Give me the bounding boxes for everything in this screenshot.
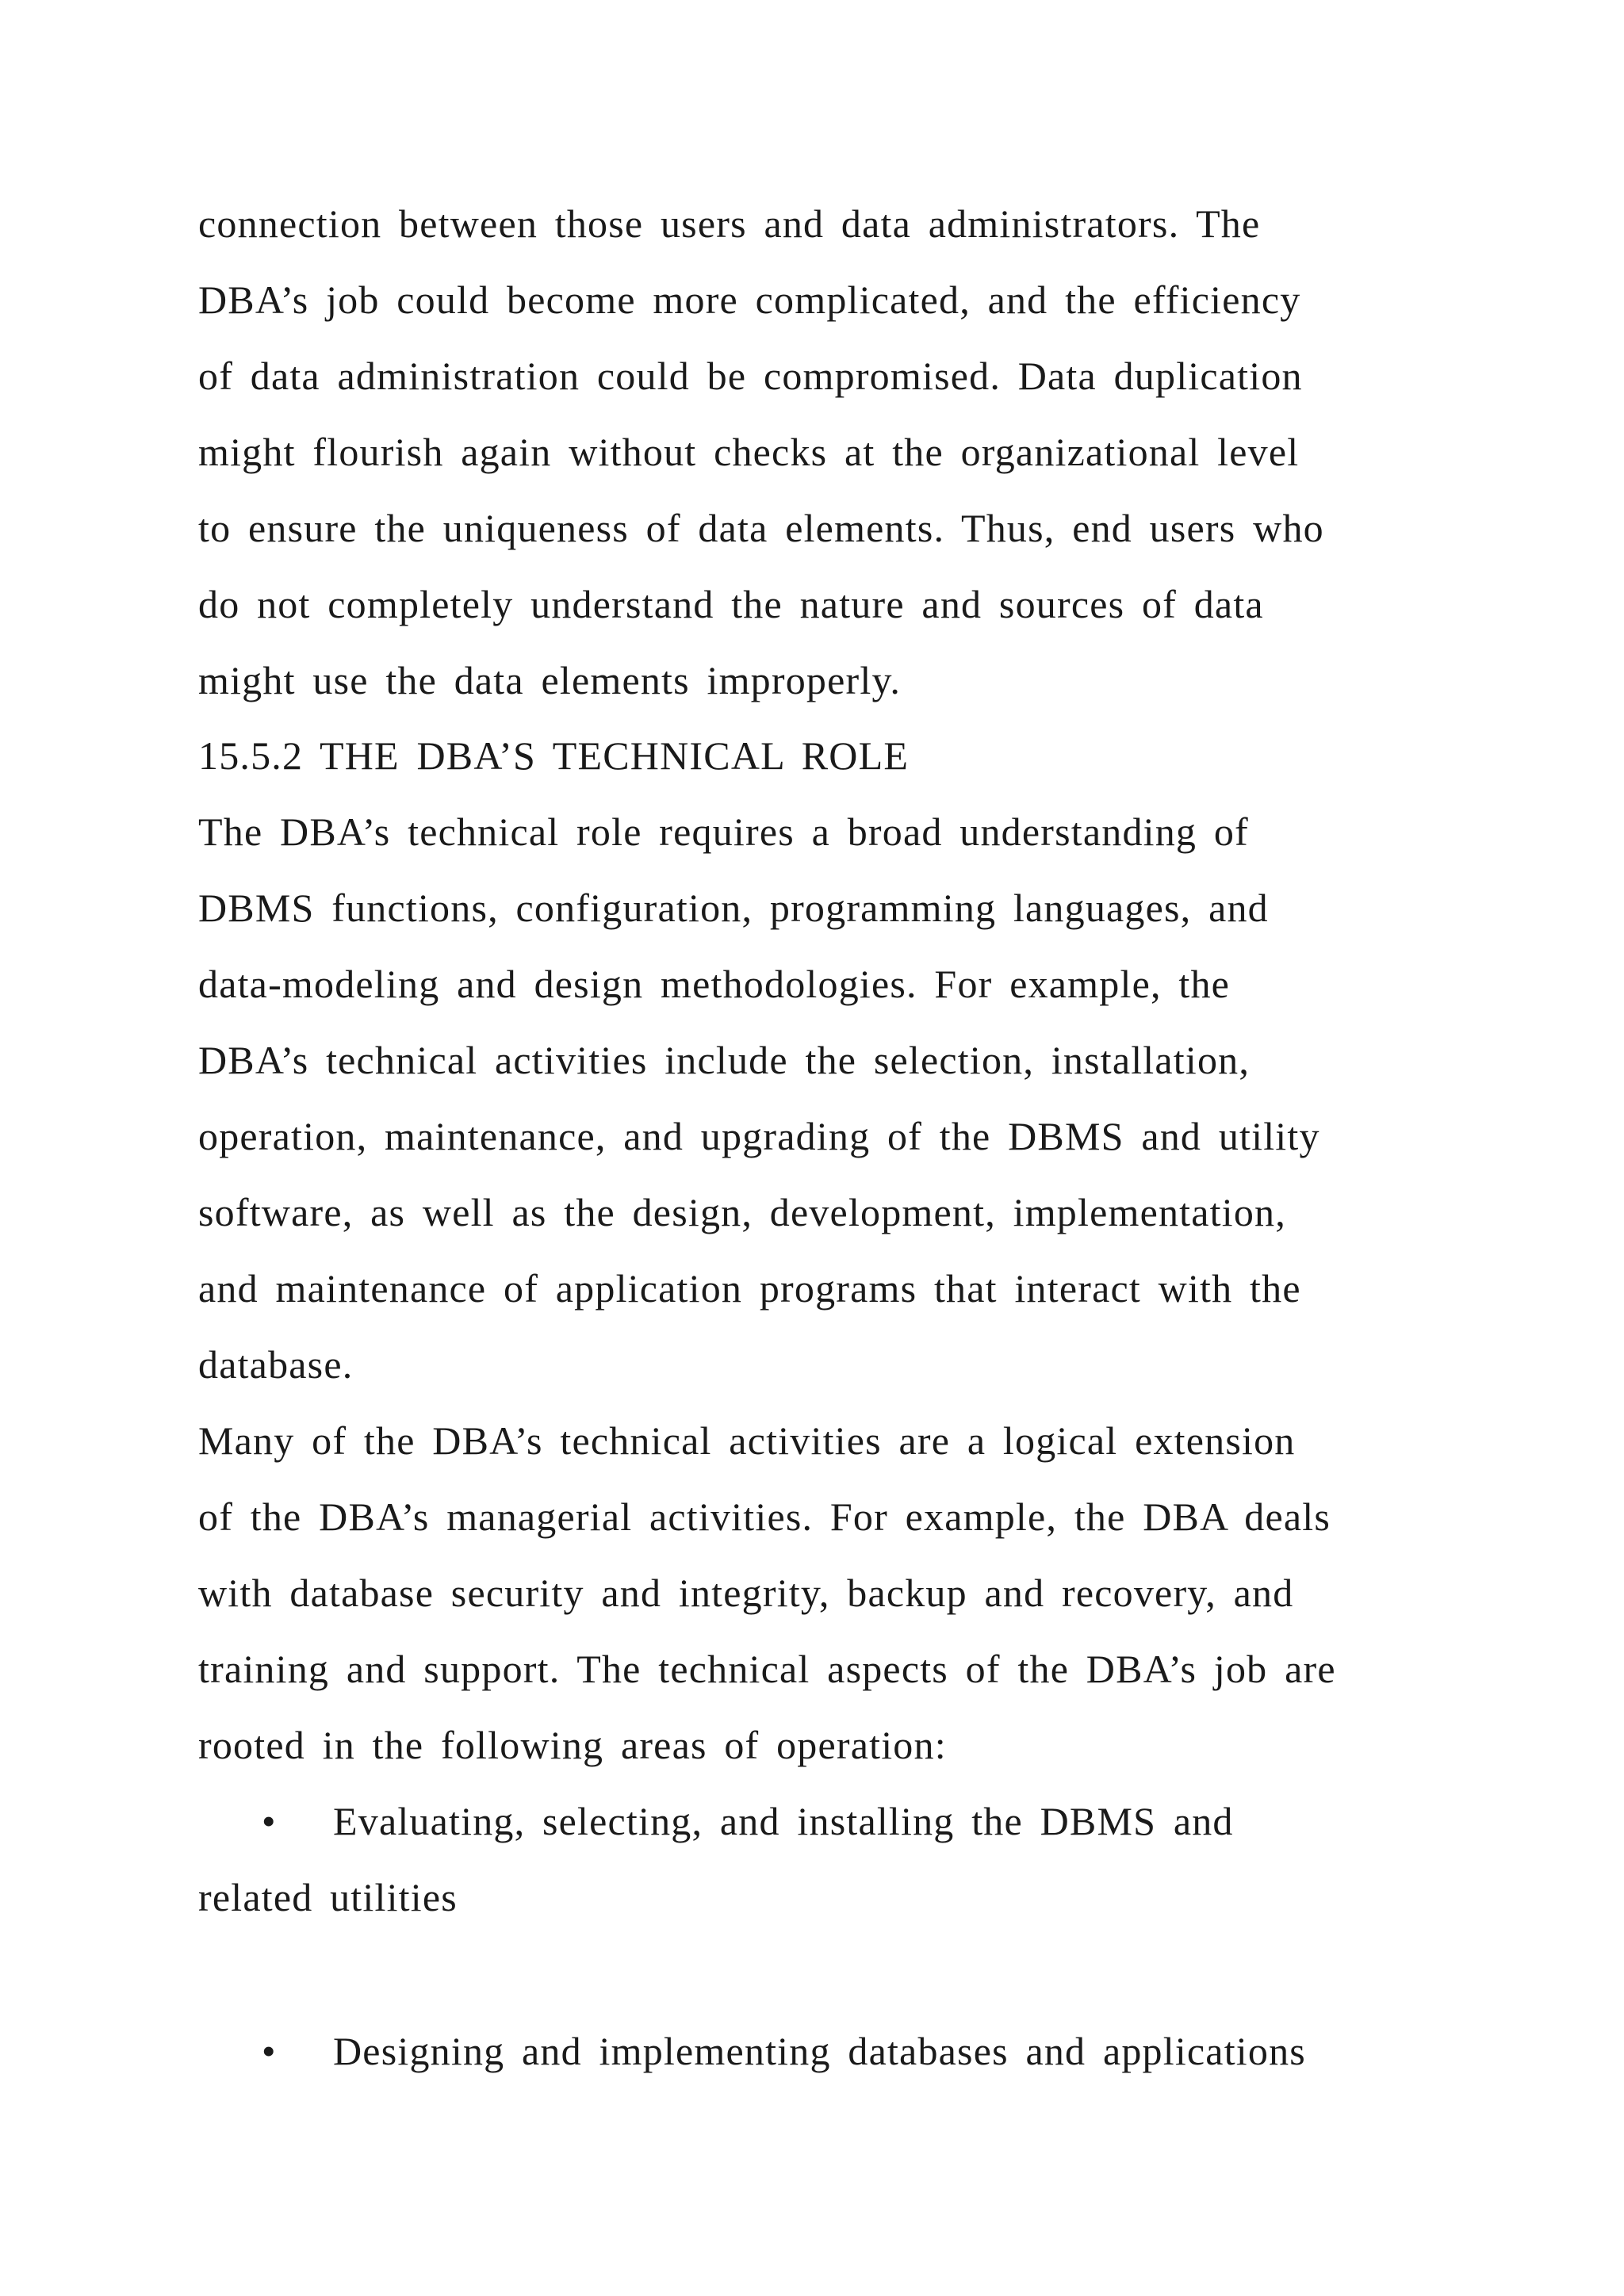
paragraph-line: training and support. The technical aspects of the DBA’s job are: [198, 1647, 1336, 1691]
paragraph-line: of the DBA’s managerial activities. For example, the DBA deals: [198, 1494, 1331, 1539]
bullet-text-continuation: related utilities: [198, 1875, 458, 1919]
paragraph-line: to ensure the uniqueness of data elements. Thus, end users who: [198, 506, 1324, 550]
paragraph-line: Many of the DBA’s technical activities are a logical extension: [198, 1418, 1296, 1463]
paragraph-line: software, as well as the design, development, implementation,: [198, 1190, 1286, 1234]
paragraph-line: operation, maintenance, and upgrading of the DBMS and utility: [198, 1114, 1320, 1158]
paragraph-line: of data administration could be compromised. Data duplication: [198, 354, 1303, 398]
bullet-text: Evaluating, selecting, and installing the DBMS and: [333, 1799, 1234, 1843]
paragraph-line: rooted in the following areas of operation:: [198, 1723, 947, 1767]
paragraph-line: DBMS functions, configuration, programming languages, and: [198, 886, 1269, 930]
paragraph-line: DBA’s technical activities include the selection, installation,: [198, 1038, 1251, 1082]
bullet-icon: •: [262, 2029, 277, 2073]
paragraph-line: connection between those users and data administrators. The: [198, 201, 1261, 246]
paragraph-line: DBA’s job could become more complicated, and the efficiency: [198, 277, 1301, 322]
bullet-text: Designing and implementing databases and applications: [333, 2029, 1306, 2073]
paragraph-line: database.: [198, 1342, 354, 1387]
paragraph-line: and maintenance of application programs that interact with the: [198, 1266, 1301, 1311]
section-heading: 15.5.2 THE DBA’S TECHNICAL ROLE: [198, 733, 910, 778]
paragraph-line: The DBA’s technical role requires a broad understanding of: [198, 809, 1249, 854]
paragraph-line: do not completely understand the nature and sources of data: [198, 582, 1264, 626]
paragraph-line: might use the data elements improperly.: [198, 658, 902, 702]
paragraph-line: with database security and integrity, backup and recovery, and: [198, 1571, 1294, 1615]
paragraph-line: data-modeling and design methodologies. For example, the: [198, 962, 1231, 1006]
paragraph-line: might flourish again without checks at the organizational level: [198, 430, 1300, 474]
bullet-icon: •: [262, 1799, 277, 1843]
